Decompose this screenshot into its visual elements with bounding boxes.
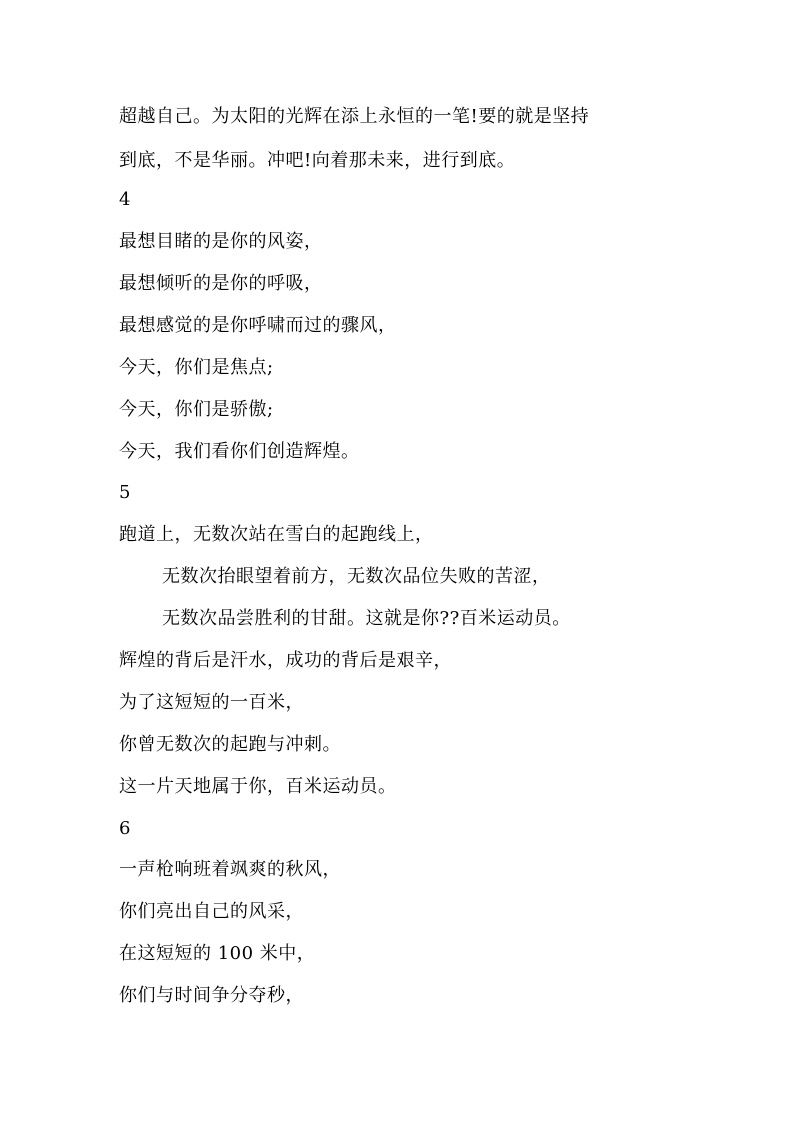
text-line: 你们亮出自己的风采， xyxy=(119,901,304,922)
text-line: 今天，我们看你们创造辉煌。 xyxy=(119,441,360,462)
text-line: 最想目睹的是你的风姿， xyxy=(119,231,323,252)
text-line: 你曾无数次的起跑与冲刺。 xyxy=(119,734,341,755)
text-line: 辉煌的背后是汗水，成功的背后是艰辛， xyxy=(119,650,452,671)
text-line: 到底，不是华丽。冲吧!向着那未来，进行到底。 xyxy=(119,150,516,171)
text-line: 一声枪响班着飒爽的秋风， xyxy=(119,859,341,880)
text-line: 今天，你们是焦点; xyxy=(119,357,274,378)
text-line: 在这短短的 100 米中， xyxy=(119,943,316,964)
section-number: 6 xyxy=(119,818,131,839)
text-line: 最想感觉的是你呼啸而过的骤风， xyxy=(119,315,397,336)
text-line: 这一片天地属于你，百米运动员。 xyxy=(119,776,397,797)
text-line: 为了这短短的一百米， xyxy=(119,692,304,713)
text-line: 最想倾听的是你的呼吸， xyxy=(119,273,323,294)
text-line: 你们与时间争分夺秒， xyxy=(119,985,304,1006)
section-number: 5 xyxy=(119,482,131,503)
text-line: 无数次品尝胜利的甘甜。这就是你??百米运动员。 xyxy=(162,608,571,629)
text-line: 跑道上，无数次站在雪白的起跑线上， xyxy=(119,524,434,545)
text-line: 超越自己。为太阳的光辉在添上永恒的一笔!要的就是坚持 xyxy=(119,106,590,127)
section-number: 4 xyxy=(119,189,131,210)
text-line: 无数次抬眼望着前方，无数次品位失败的苦涩， xyxy=(162,566,551,587)
text-line: 今天，你们是骄傲; xyxy=(119,399,274,420)
